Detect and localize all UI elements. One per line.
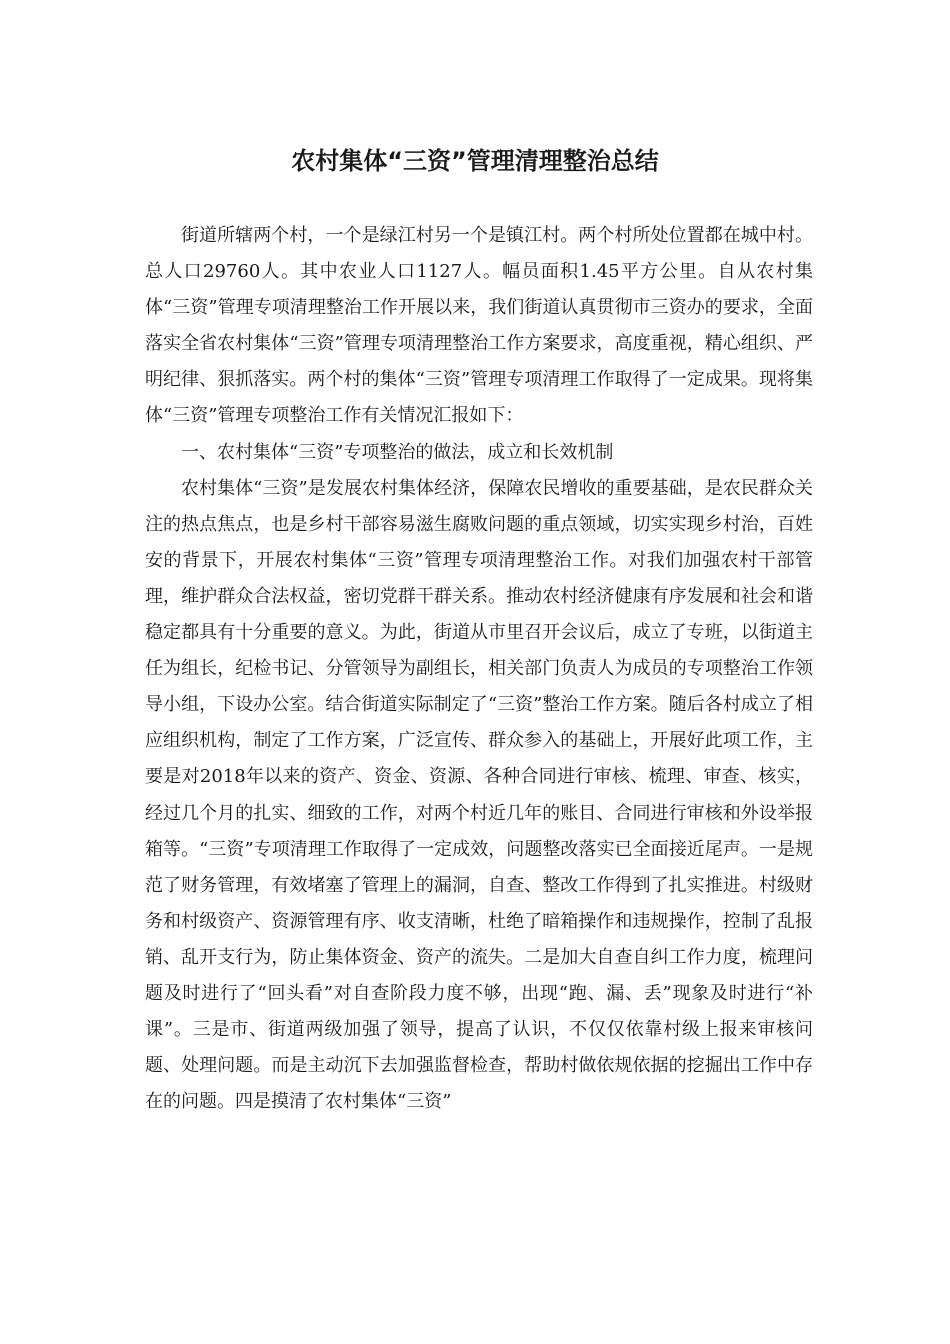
document-body	[145, 218, 813, 1120]
section-1-paragraph: 农村集体“三资”是发展农村集体经济，保障农民增收的重要基础，是农民群众关注的热点焦点，也是乡村干部容易滋生腐败问题的重点领域，切实实现乡村治，百姓安的背景下，开展农村集体“三资”管理专项清理整治工作。对我们加强农村干部管理，维护群众合法权益，密切党群干群关系。推动农村经济健康有序发展和社会和谐稳定都具有十分重要的意义。为此，街道从市里召开会议后，成立了专班，以街道主任为组长，纪检书记、分管领导为副组长，相关部门负责人为成员的专项整治工作领导小组，下设办公室。结合街道实际制定了“三资”整治工作方案。随后各村成立了相应组织机构，制定了工作方案，广泛宣传、群众参入的基础上，开展好此项工作，主要是对2018年以来的资产、资金、资源、各种合同进行审核、梳理、审查、核实，经过几个月的扎实、细致的工作，对两个村近几年的账目、合同进行审核和外设举报箱等。“三资”专项清理工作取得了一定成效，问题整改落实已全面接近尾声。一是规范了财务管理，有效堵塞了管理上的漏洞，自查、整改工作得到了扎实推进。村级财务和村级资产、资源管理有序、收支清晰，杜绝了暗箱操作和违规操作，控制了乱报销、乱开支行为，防止集体资金、资产的流失。二是加大自查自纠工作力度，梳理问题及时进行了“回头看”对自查阶段力度不够，出现“跑、漏、丢”现象及时进行“补课”。三是市、街道两级加强了领导，提高了认识，不仅仅依靠村级上报来审核问题、处理问题。而是主动沉下去加强监督检查，帮助村做依规依据的挖掘出工作中存在的问题。四是摸清了农村集体“三资”	[145, 477, 813, 1113]
document-title: 农村集体“三资”管理清理整治总结	[291, 147, 659, 175]
section-heading-1: 一、农村集体“三资”专项整治的做法，成立和长效机制	[181, 441, 614, 463]
intro-paragraph: 街道所辖两个村，一个是绿江村另一个是镇江村。两个村所处位置都在城中村。总人口29760人。其中农业人口1127人。幅员面积1.45平方公里。自从农村集体“三资”管理专项清理整治工作开展以来，我们街道认真贯彻市三资办的要求，全面落实全省农村集体“三资”管理专项清理整治工作方案要求，高度重视，精心组织、严明纪律、狠抓落实。两个村的集体“三资”管理专项清理工作取得了一定成果。现将集体“三资”管理专项整治工作有关情况汇报如下：	[145, 225, 813, 427]
